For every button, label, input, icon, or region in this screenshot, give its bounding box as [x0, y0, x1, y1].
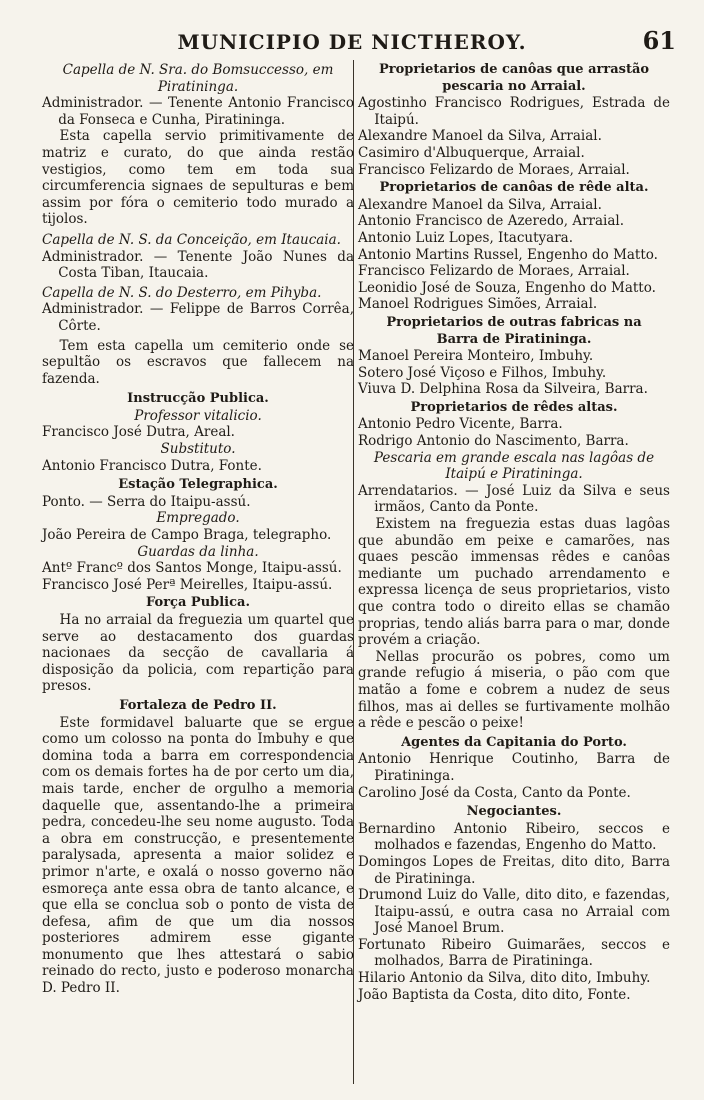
section-heading: Fortaleza de Pedro II. — [119, 697, 277, 713]
section-heading: Estação Telegraphica. — [118, 477, 278, 493]
list-item: Alexandre Manoel da Silva, Arraial. — [358, 196, 602, 213]
list-item: Francisco José Dutra, Areal. — [42, 424, 235, 441]
list-canoas-rede — [358, 197, 670, 313]
section-heading: Proprietarios de canôas de rêde alta. — [379, 180, 649, 196]
page-title: MUNICIPIO DE NICTHEROY. — [177, 30, 527, 54]
list-fabricas — [358, 348, 670, 398]
paragraph: Administrador. — Felippe de Barros Corrêa, Côrte. — [42, 301, 354, 334]
list-item: Francisco Felizardo de Moraes, Arraial. — [358, 263, 630, 280]
paragraph: Administrador. — Tenente João Nunes da Costa Tiban, Itaucaia. — [42, 248, 354, 282]
paragraph: Ha no arraial da freguezia um quartel que serve ao destacamento dos guardas nacionaes da secção de cavallaria á disposição da policia, com repartição para presos. — [42, 612, 354, 695]
list-item: Antonio Luiz Lopes, Itacutyara. — [358, 229, 573, 246]
list-item: Sotero José Viçoso e Filhos, Imbuhy. — [358, 364, 607, 381]
subheading: Substituto. — [160, 441, 236, 458]
section-title: Capella de N. S. do Desterro, em Pihyba. — [42, 284, 322, 301]
section-heading: Força Publica. — [146, 595, 250, 611]
list-item: Carolino José da Costa, Canto da Ponte. — [358, 784, 631, 801]
subheading: Empregado. — [156, 510, 240, 527]
section-heading: Proprietarios de outras fabricas na — [386, 314, 642, 330]
list-item: Antº Francº dos Santos Monge, Itaipu-assú. — [42, 560, 342, 577]
list-item: Antonio Martins Russel, Engenho do Matto. — [358, 246, 658, 263]
paragraph: Arrendatarios. — José Luiz da Silva e seus irmãos, Canto da Ponte. — [358, 482, 670, 516]
section-heading: pescaria no Arraial. — [442, 78, 586, 94]
list-agentes — [358, 751, 670, 801]
section-heading: Agentes da Capitania do Porto. — [401, 734, 627, 750]
list-item: Rodrigo Antonio do Nascimento, Barra. — [358, 433, 629, 450]
subheading: Professor vitalicio. — [134, 407, 262, 424]
list-item: Manoel Rodrigues Simões, Arraial. — [358, 296, 598, 313]
list-item: Leonidio José de Souza, Engenho do Matto. — [358, 279, 656, 296]
right-column — [358, 62, 670, 1084]
section-heading: Instrucção Publica. — [127, 391, 269, 407]
left-column — [42, 62, 354, 1084]
paragraph: Existem na freguezia estas duas lagôas que abundão em peixe e camarões, nas quaes pescão immensas rêdes e canôas mediante um puchado arrendamento e expressa licença de seus proprietarios, visto que contra todo o direito ellas se chamão proprias, tendo aliás barra para o mar, donde provém a criação. — [358, 516, 670, 649]
list-item: Drumond Luiz do Valle, dito dito, e fazendas, Itaipu-assú, e outra casa no Arraial com José Manoel Brum. — [358, 887, 670, 937]
list-item: Agostinho Francisco Rodrigues, Estrada de Itaipú. — [358, 95, 670, 128]
list-item: Francisco José Perª Meirelles, Itaipu-assú. — [42, 576, 333, 593]
list-item: Fortunato Ribeiro Guimarães, seccos e molhados, Barra de Piratininga. — [358, 936, 670, 970]
section-heading: Proprietarios de canôas que arrastão — [378, 62, 650, 77]
paragraph: Esta capella servio primitivamente de matriz e curato, do que ainda restão vestigios, como tem em toda sua circumferencia signaes de sepulturas e bem assim por fóra o cemiterio todo murado a tijolos. — [42, 128, 354, 228]
section-heading: Barra de Piratininga. — [436, 331, 592, 347]
list-item: Manoel Pereira Monteiro, Imbuhy. — [358, 348, 594, 365]
list-item: Domingos Lopes de Freitas, dito dito, Barra de Piratininga. — [358, 853, 670, 887]
list-redes-altas — [358, 416, 670, 449]
paragraph: Nellas procurão os pobres, como um grande refugio á miseria, o pão com que matão a fome e cobrem a nudez de seus filhos, mas ai delles se furtivamente molhão a rêde e pescão o peixe! — [358, 648, 670, 732]
list-item: Alexandre Manoel da Silva, Arraial. — [358, 128, 602, 145]
section-heading: Negociantes. — [466, 804, 562, 820]
list-item: Ponto. — Serra do Itaipu-assú. — [42, 493, 251, 510]
page-header — [20, 26, 684, 60]
list-item: Viuva D. Delphina Rosa da Silveira, Barra. — [358, 381, 648, 398]
list-item: Hilario Antonio da Silva, dito dito, Imbuhy. — [358, 970, 651, 987]
list-item: João Baptista da Costa, dito dito, Fonte. — [358, 986, 631, 1003]
list-item: Antonio Francisco Dutra, Fonte. — [42, 457, 262, 474]
list-item: Casimiro d'Albuquerque, Arraial. — [358, 144, 585, 161]
subheading: Pescaria em grande escala nas lagôas de — [373, 449, 655, 466]
list-item: Bernardino Antonio Ribeiro, seccos e molhados e fazendas, Engenho do Matto. — [358, 820, 670, 854]
subheading: Guardas da linha. — [137, 543, 259, 560]
page-number: 61 — [642, 26, 676, 55]
list-item: João Pereira de Campo Braga, telegrapho. — [42, 527, 332, 544]
list-item: Antonio Henrique Coutinho, Barra de Piratininga. — [358, 751, 670, 784]
list-negociantes — [358, 821, 670, 1004]
section-title: Capella de N. Sra. do Bomsuccesso, em — [62, 62, 334, 78]
list-item: Antonio Pedro Vicente, Barra. — [358, 416, 563, 433]
section-title: Piratininga. — [157, 78, 239, 95]
list-item: Antonio Francisco de Azeredo, Arraial. — [358, 213, 625, 230]
section-heading: Proprietarios de rêdes altas. — [410, 399, 618, 415]
paragraph: Administrador. — Tenente Antonio Francisco da Fonseca e Cunha, Piratininga. — [42, 95, 354, 128]
list-canoas-arrastao — [358, 95, 670, 178]
section-title: Capella de N. S. da Conceição, em Itaucaia. — [42, 231, 341, 248]
paragraph: Este formidavel baluarte que se ergue como um colosso na ponta do Imbuhy e que domina toda a barra em correspondencia com os demais fortes ha de por certo um dia, mais tarde, encher de orgulho a memoria daquelle que, assentando-lhe a primeira pedra, concedeu-lhe seu nome augusto. Toda a obra em construcção, e presentemente paralysada, apresenta a maior solidez e primor n'arte, e oxalá o nosso governo não esmoreça ante essa obra de tanto alcance, e que ella se conclua sob o ponto de vista de defesa, afim de que um dia nossos posteriores admirem esse gigante monumento que lhes attestará o sabio reinado do recto, justo e poderoso monarcha D. Pedro II. — [42, 714, 354, 997]
list-item: Francisco Felizardo de Moraes, Arraial. — [358, 161, 630, 178]
subheading: Itaipú e Piratininga. — [445, 466, 583, 483]
paragraph: Tem esta capella um cemiterio onde se sepultão os escravos que fallecem na fazenda. — [42, 337, 354, 387]
